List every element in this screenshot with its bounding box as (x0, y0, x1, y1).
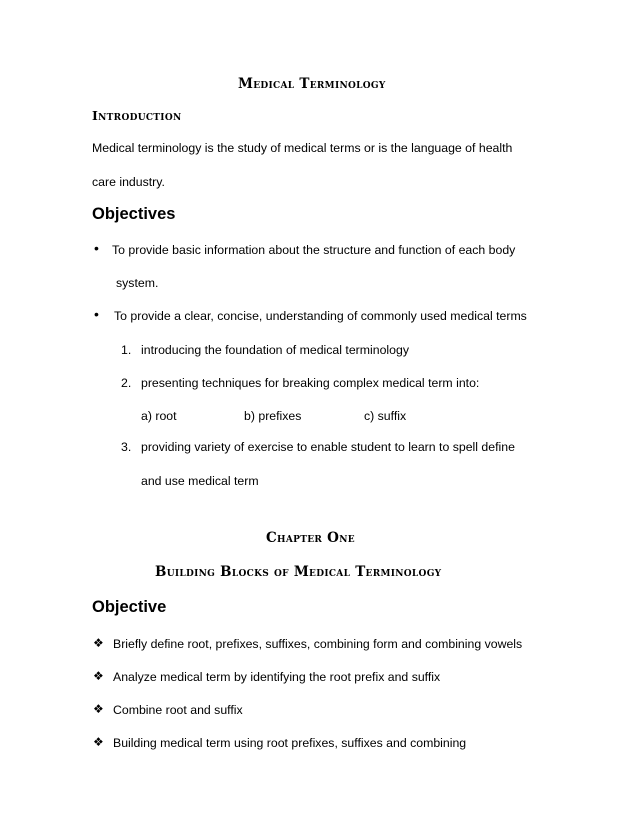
document-title: Medical Terminology (238, 76, 386, 92)
intro-heading: Introduction (92, 108, 182, 123)
part-root: a) root (141, 409, 177, 423)
sub-item-1-text: introducing the foundation of medical terminology (141, 343, 409, 357)
sub-item-2-number: 2. (121, 376, 132, 390)
objective-list-item: Building medical term using root prefixes, suffixes and combining (113, 736, 467, 750)
intro-text-line2: care industry. (92, 175, 165, 189)
intro-text-line1: Medical terminology is the study of medical terms or is the language of health (92, 141, 513, 155)
objective-item-1-line2: system. (116, 276, 159, 290)
objective-list-item: Briefly define root, prefixes, suffixes, combining form and combining vowels (113, 637, 523, 651)
objective-list-item: Combine root and suffix (113, 703, 243, 717)
bullet-icon: • (94, 240, 99, 256)
sub-item-3-line1: providing variety of exercise to enable student to learn to spell define (141, 440, 515, 454)
objectives-heading: Objectives (92, 205, 176, 223)
part-prefixes: b) prefixes (244, 409, 302, 423)
bullet-icon: • (94, 306, 99, 322)
objective-list-item: Analyze medical term by identifying the root prefix and suffix (113, 670, 441, 684)
objective-item-2: To provide a clear, concise, understanding of commonly used medical terms (114, 309, 527, 323)
chapter-title: Building Blocks of Medical Terminology (155, 564, 442, 580)
sub-item-1-number: 1. (121, 343, 132, 357)
diamond-bullet-icon: ❖ (93, 636, 104, 650)
objective-item-1-line1: To provide basic information about the structure and function of each body (112, 243, 516, 257)
sub-item-2-text: presenting techniques for breaking complex medical term into: (141, 376, 480, 390)
sub-item-3-number: 3. (121, 440, 132, 454)
sub-item-3-line2: and use medical term (141, 474, 259, 488)
diamond-bullet-icon: ❖ (93, 702, 104, 716)
diamond-bullet-icon: ❖ (93, 669, 104, 683)
diamond-bullet-icon: ❖ (93, 735, 104, 749)
chapter-number: Chapter One (266, 530, 355, 546)
part-suffix: c) suffix (364, 409, 407, 423)
objective-heading: Objective (92, 598, 167, 616)
